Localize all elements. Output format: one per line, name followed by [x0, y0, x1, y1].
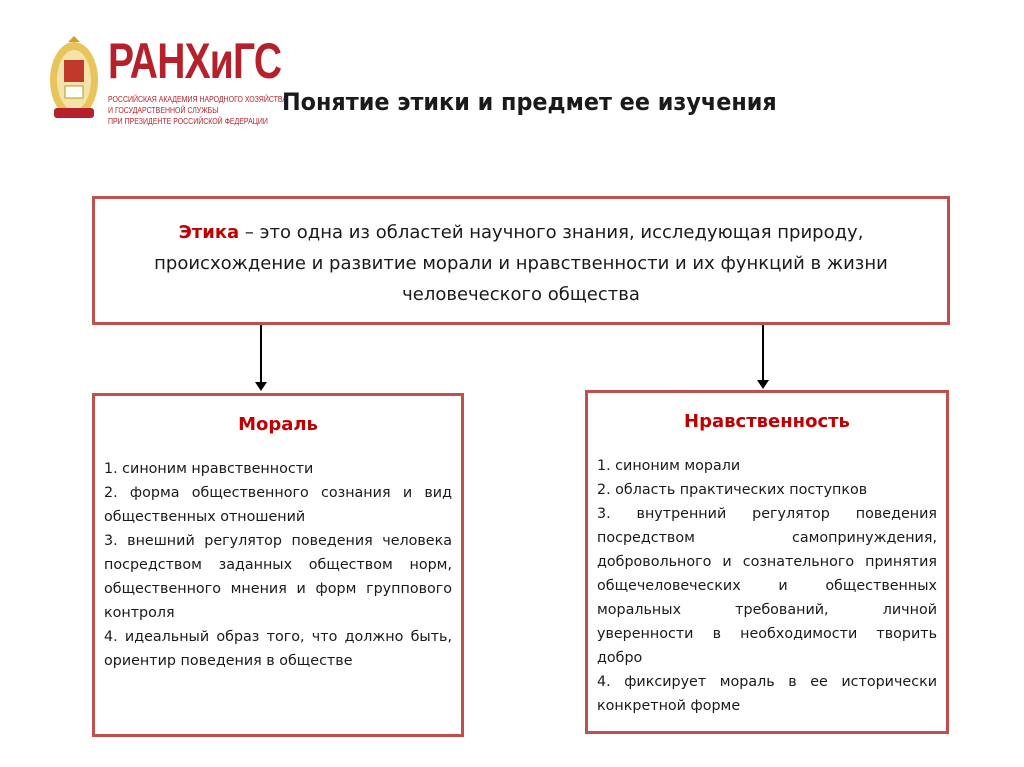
list-item: 3. внешний регулятор поведения человека посредством заданных обществом норм, общественного мнения и форм группового контроля: [104, 533, 452, 621]
logo-line-2: И ГОСУДАРСТВЕННОЙ СЛУЖБЫ: [108, 105, 219, 115]
list-item: 2. область практических поступков: [597, 482, 868, 498]
arrow-to-ethics: [762, 325, 764, 387]
morality-heading: Мораль: [238, 414, 318, 435]
morality-box: [92, 393, 464, 737]
list-item: 4. фиксирует мораль в ее исторически конкретной форме: [597, 674, 937, 714]
list-item: 1. синоним морали: [597, 458, 741, 474]
coat-of-arms-icon: [48, 36, 100, 124]
slide-title: Понятие этики и предмет ее изучения: [282, 88, 777, 116]
list-item: 2. форма общественного сознания и вид общественных отношений: [104, 485, 452, 525]
definition-box: [92, 196, 950, 325]
logo-line-3: ПРИ ПРЕЗИДЕНТЕ РОССИЙСКОЙ ФЕДЕРАЦИИ: [108, 116, 268, 126]
definition-text: – это одна из областей научного знания, исследующая природу, происхождение и развитие морали и нравственности и их функций в жизни человеческого общества: [154, 222, 888, 305]
definition-term: Этика: [178, 222, 240, 243]
arrow-to-morality: [260, 325, 262, 389]
logo-line-1: РОССИЙСКАЯ АКАДЕМИЯ НАРОДНОГО ХОЗЯЙСТВА: [108, 94, 287, 104]
list-item: 3. внутренний регулятор поведения посредством самопринуждения, добровольного и сознательного принятия общечеловеческих и общественных моральных требований, личной уверенности в необходимости творить добро: [597, 506, 937, 666]
ranepa-logo: [48, 33, 287, 126]
list-item: 1. синоним нравственности: [104, 461, 314, 477]
list-item: 4. идеальный образ того, что должно быть, ориентир поведения в обществе: [104, 629, 452, 669]
ethics-box: [585, 390, 949, 734]
logo-name: РАНХиГС: [108, 33, 282, 89]
ethics-heading: Нравственность: [684, 411, 850, 432]
